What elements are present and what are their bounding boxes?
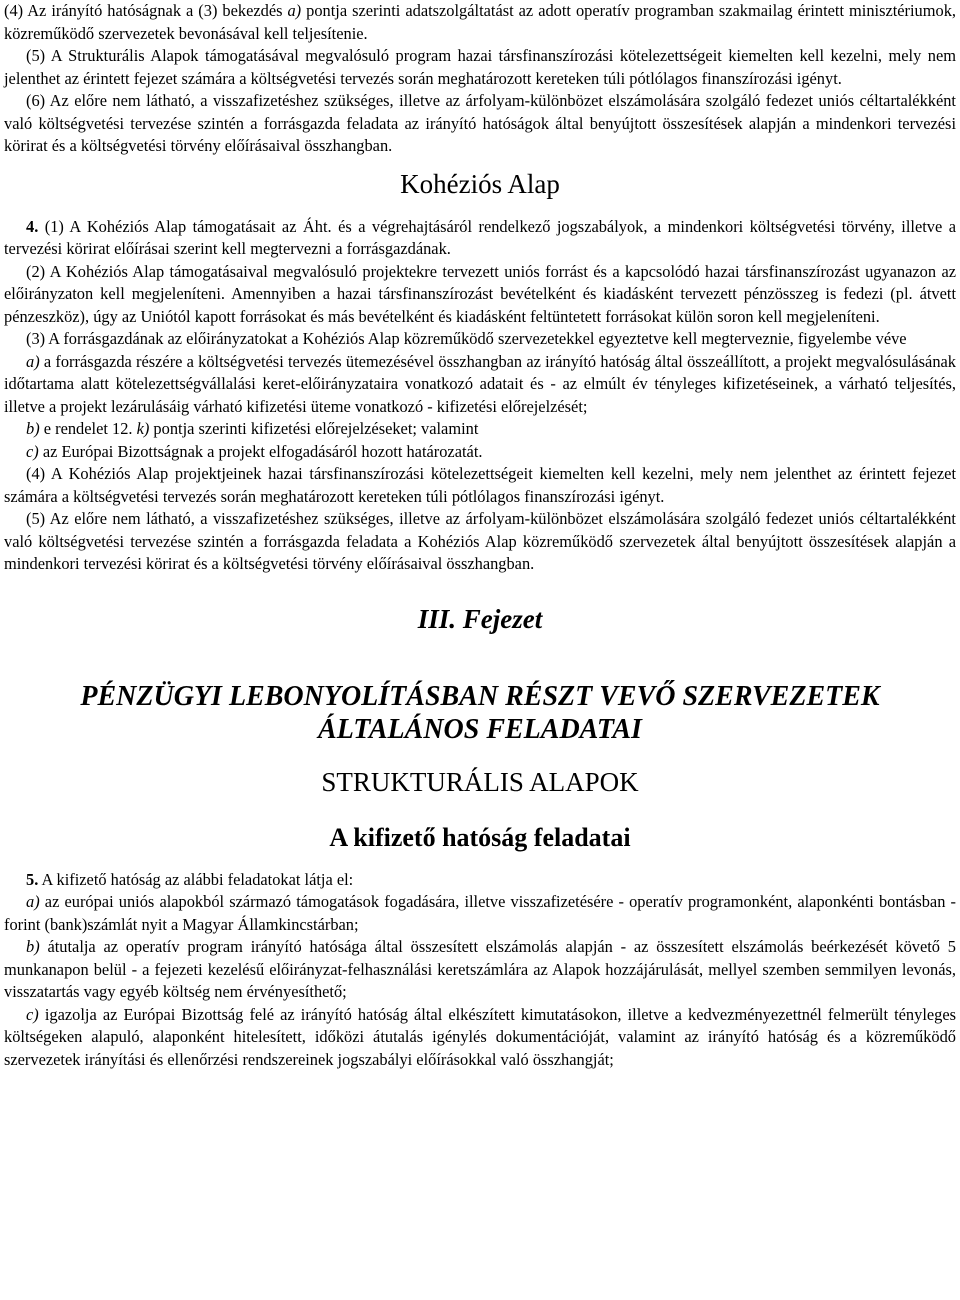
section-4-paragraph-3: (3) A forrásgazdának az előirányzatokat a Kohéziós Alap közreműködő szervezetekkel egyeztetve kell megterveznie, figyelembe véve	[26, 329, 907, 348]
point-label: b)	[26, 937, 40, 956]
point-text: az európai uniós alapokból származó támogatások fogadására, illetve visszafizetésére - operatív programonként, alaponkénti bontásban - forint (bank)számlát nyit a Magyar Államkincstárban;	[4, 892, 956, 934]
point-label: c)	[26, 1004, 39, 1024]
section-number: 5.	[26, 869, 39, 889]
chapter-subtitle	[4, 680, 956, 746]
section-number: 4.	[26, 216, 39, 236]
heading-kohezios-alap: Kohéziós Alap	[400, 168, 560, 199]
section-4-paragraph-4: (4) A Kohéziós Alap projektjeinek hazai társfinanszírozási kötelezettségeit kiemelten kell kezelni, mely nem jelenthet az érintett fejezet számára a költségvetési tervezés során meghatározott kereteken túli pótlólagos finanszírozási igényt.	[4, 464, 956, 506]
section-4-paragraph-5: (5) Az előre nem látható, a visszafizetéshez szükséges, illetve az árfolyam-különbözet elszámolására szolgáló fedezet uniós céltartalékként való költségvetési tervezése szintén a forrásgazda feladata a Kohéziós Alap közreműködő szervezetek által benyújtott összesítések alapján a mindenkori tervezési körirat és a költségvetési törvény előírásaival összhangban.	[4, 509, 956, 573]
section-5-point-b	[4, 936, 956, 1004]
chapter-title: III. Fejezet	[417, 603, 543, 634]
point-text: pontja szerinti kifizetési előrejelzéseket; valamint	[149, 419, 479, 438]
point-text: e rendelet 12.	[39, 419, 137, 438]
paragraph-text: (4) Az irányító hatóságnak a (3) bekezdés	[4, 1, 288, 20]
chapter-subtitle-line-1: PÉNZÜGYI LEBONYOLÍTÁSBAN RÉSZT VEVŐ SZERVEZETEK	[80, 680, 880, 712]
section-4-point-c	[4, 441, 956, 464]
section-4-paragraph-2: (2) A Kohéziós Alap támogatásaival megvalósuló projektekre tervezett uniós forrást és a kapcsolódó hazai társfinanszírozást ugyanazon az előirányzaton kell megjeleníteni. Amennyiben a hazai társfinanszírozást bevételként és kiadásként tervezett pénzösszeg is fedezi (pl. átvett pénzeszköz), úgy az Uniótól kapott forrásokat és más bevételként és kiadásként feltüntetett forrásokat külön soron kell megjeleníteni.	[4, 261, 956, 326]
point-text: átutalja az operatív program irányító hatósága által összesített elszámolás alapján - az összesített elszámolás beérkezését követő 5 munkanapon belül - a fejezeti kezelésű előirányzat-felhasználási keretszámlára az Alapok hozzájárulását, mellyel szemben semmilyen levonás, visszatartás vagy egyéb költség nem érvényesíthető;	[4, 937, 956, 1001]
point-label: a)	[26, 892, 40, 911]
section-5-intro	[4, 869, 956, 892]
point-label: b)	[26, 419, 40, 438]
section-heading-strukturalis: STRUKTURÁLIS ALAPOK	[321, 766, 639, 797]
point-text: a forrásgazda részére a költségvetési tervezés ütemezésével összhangban az irányító hatóság által összeállított, a projekt megvalósulásának időtartama alatt kötelezettségvállalási keret-előirányzataira vonatkozó adatait és - az elmúlt év tényleges kifizetéseinek, a várható teljesítés, illetve a projekt lezárulásáig várható kifizetési üteme vonatkozó - kifizetési előrejelzését;	[4, 351, 956, 416]
point-text: az Európai Bizottságnak a projekt elfogadásáról hozott határozatát.	[38, 441, 483, 461]
point-k-ref: k)	[136, 419, 150, 438]
section-4-point-b	[4, 418, 956, 441]
section-text: A kifizető hatóság az alábbi feladatokat látja el:	[38, 869, 354, 889]
subsection-heading-kifizeto: A kifizető hatóság feladatai	[329, 822, 631, 852]
section-4-paragraph-1	[4, 216, 956, 261]
section-4-point-a	[4, 351, 956, 419]
section-text: (1) A Kohéziós Alap támogatásait az Áht. és a végrehajtásáról rendelkező jogszabályok, a mindenkori költségvetési törvény, illetve a tervezési körirat előírásai szerint kell megtervezni a forrásgazdának.	[4, 216, 956, 258]
point-a-ref: a)	[287, 1, 302, 20]
chapter-subtitle-line-2: ÁLTALÁNOS FELADATAI	[318, 713, 642, 745]
paragraph-6-top: (6) Az előre nem látható, a visszafizetéshez szükséges, illetve az árfolyam-különbözet elszámolására szolgáló fedezet uniós céltartalékként való költségvetési tervezése szintén a forrásgazda feladata az irányító hatóságok által benyújtott összesítések alapján a mindenkori tervezési körirat és a költségvetési törvény előírásaival összhangban.	[4, 91, 956, 155]
paragraph-text: pontja szerinti adatszolgáltatást az adott operatív programban szakmailag érintett minisztériumok, közreműködő szervezetek bevonásával kell teljesítenie.	[4, 1, 956, 43]
point-label: a)	[26, 351, 40, 371]
section-5-point-a	[4, 891, 956, 936]
point-text: igazolja az Európai Bizottság felé az irányító hatóság által elkészített kimutatásokon, illetve a kedvezményezettnél felmerült tényleges költségeken alapuló, alaponként hitelesített, időközi átutalás igénylés dokumentációját, valamint az irányító hatóság és a közreműködő szervezetek irányítási és ellenőrzési rendszereinek jogszabályi előírásokkal való összhangját;	[4, 1004, 956, 1069]
paragraph-5-top: (5) A Strukturális Alapok támogatásával megvalósuló program hazai társfinanszírozási kötelezettségeit kiemelten kell kezelni, mely nem jelenthet az érintett fejezet számára a költségvetési tervezés során meghatározott kereteken túli pótlólagos finanszírozási igényt.	[4, 46, 956, 88]
point-label: c)	[26, 441, 39, 461]
paragraph-4-top	[4, 0, 956, 45]
section-5-point-c	[4, 1004, 956, 1072]
